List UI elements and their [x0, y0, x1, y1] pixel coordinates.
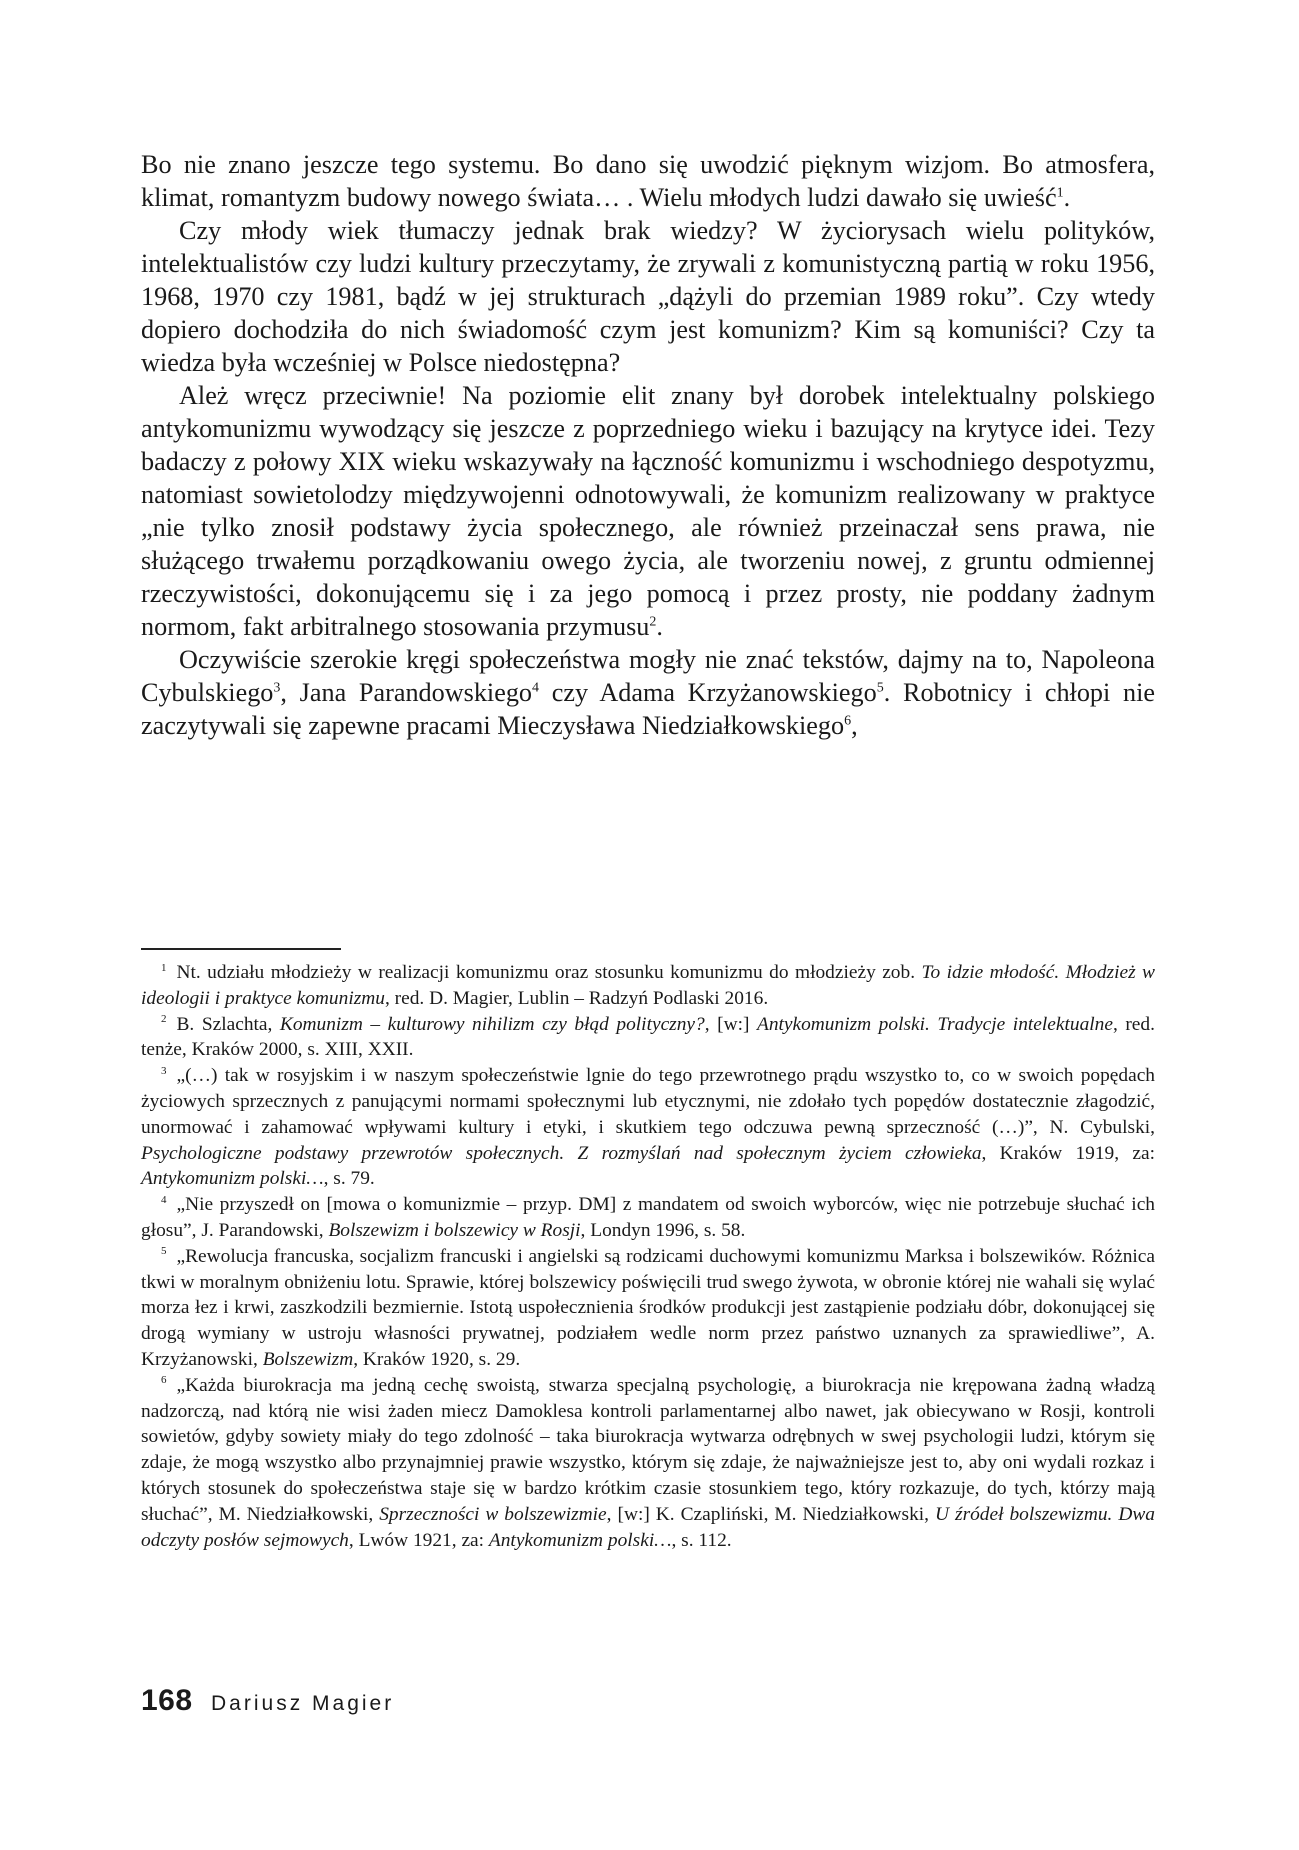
footnote-reference[interactable]: 1 [1056, 185, 1064, 201]
paragraph [141, 379, 1155, 643]
text-run: „(…) tak w rosyjskim i w naszym społeczeństwie lgnie do tego przewrotnego prądu wszystko to, co w swoich popędach życiowych sprzecznych z panującymi normami społecznymi lub etycznymi, nie zdołało tych popędów dostatecznie złagodzić, unormować i zahamować wpływami kultury i etyki, i skutkiem tego odczuwa pewną sprzeczność (…)”, N. Cybulski, [141, 1065, 1155, 1138]
footnote [141, 1244, 1155, 1373]
paragraph [141, 214, 1155, 379]
footnotes [141, 960, 1155, 1553]
text-run: , [w:] [704, 1013, 757, 1035]
text-run: . Robotnicy i chłopi nie zaczytywali się zapewne pracami Mieczysława Niedziałkowskiego [141, 678, 1155, 740]
footnote [141, 960, 1155, 1012]
footnote-number: 2 [161, 1013, 167, 1026]
text-run: , Kraków 1920, s. 29. [353, 1348, 521, 1370]
text-run: B. Szlachta, [176, 1013, 280, 1035]
paragraph [141, 148, 1155, 214]
footnote [141, 1373, 1155, 1554]
footnote-number: 5 [161, 1245, 167, 1258]
footnote-reference[interactable]: 3 [273, 680, 281, 696]
text-run: , Londyn 1996, s. 58. [580, 1219, 746, 1241]
text-run: Bo nie znano jeszcze tego systemu. Bo dano się uwodzić pięknym wizjom. Bo atmosfera, klimat, romantyzm budowy nowego świata… . Wielu młodych ludzi dawało się uwieść [141, 150, 1155, 212]
footnote-number: 3 [161, 1064, 167, 1077]
text-run: Czy młody wiek tłumaczy jednak brak wiedzy? W życiorysach wielu polityków, intelektualistów czy ludzi kultury przeczytamy, że zrywali z komunistyczną partią w roku 1956, 1968, 1970 czy 1981, bądź w jej strukturach „dążyli do przemian 1989 roku”. Czy wtedy dopiero dochodziła do nich świadomość czym jest komunizm? Kim są komuniści? Czy ta wiedza była wcześniej w Polsce niedostępna? [141, 216, 1155, 377]
text-run: , [w:] K. Czapliński, M. Niedziałkowski, [606, 1503, 936, 1525]
footnote-reference[interactable]: 6 [844, 713, 852, 729]
text-run: czy Adama Krzyżanowskiego [539, 678, 877, 707]
italic-title: Bolszewizm i bolszewicy w Rosji [328, 1219, 581, 1241]
text-run: „Każda biurokracja ma jedną cechę swoistą, stwarza specjalną psychologię, a biurokracja nie krępowana żadną władzą nadzorczą, nad którą nie wisi żaden miecz Damoklesa kontroli parlamentarnej albo nawet, jak obiecywano w Rosji, kontroli sowietów, gdyby sowiety miały do tego zdolność – taka biurokracja wytwarza odrębnych w swej psychologii ludzi, którym się zdaje, że mogą wszystko albo przynajmniej prawie wszystko, którym się zdaje, że najważniejsze jest to, aby oni wydali rozkaz i których stosunek do społeczeństwa staje się w bardzo krótkim czasie stosunkiem tego, który rozkazuje, do tych, którzy mają słuchać”, M. Niedziałkowski, [141, 1374, 1155, 1525]
italic-title: Antykomunizm polski… [141, 1168, 324, 1190]
italic-title: Psychologiczne podstawy przewrotów społecznych. Z rozmyślań nad społecznym życiem człowieka [141, 1142, 982, 1164]
text-run: Ależ wręcz przeciwnie! Na poziomie elit znany był dorobek intelektualny polskiego antykomunizmu wywodzący się jeszcze z poprzedniego wieku i bazujący na krytyce idei. Tezy badaczy z połowy XIX wieku wskazywały na łączność komunizmu i wschodniego despotyzmu, natomiast sowietolodzy międzywojenni odnotowywali, że komunizm realizowany w praktyce „nie tylko znosił podstawy życia społecznego, ale również przeinaczał sens prawa, nie służącego trwałemu porządkowaniu owego życia, ale tworzeniu nowej, z gruntu odmiennej rzeczywistości, dokonującemu się i za jego pomocą i przez prosty, nie poddany żadnym normom, fakt arbitralnego stosowania przymusu [141, 381, 1155, 641]
text-run: „Rewolucja francuska, socjalizm francuski i angielski są rodzicami duchowymi komunizmu Marksa i bolszewików. Różnica tkwi w moralnym obniżeniu lotu. Sprawie, której bolszewicy poświęcili trud swego żywota, w obronie której nie wahali się wylać morza łez i krwi, zaszkodzili bezmiernie. Istotą uspołecznienia środków produkcji jest zastąpienie podziału dóbr, dokonującej się drogą wymiany w ustroju własności prywatnej, podziałem wedle norm przez państwo uznanych za sprawiedliwe”, A. Krzyżanowski, [141, 1245, 1155, 1370]
italic-title: To idzie młodość. Młodzież w ideologii i praktyce komunizmu [141, 962, 1155, 1009]
footnote-reference[interactable]: 5 [876, 680, 884, 696]
text-run: , Kraków 1919, za: [981, 1142, 1155, 1164]
italic-title: Komunizm – kulturowy nihilizm czy błąd polityczny? [279, 1013, 705, 1035]
text-run: . [656, 612, 663, 641]
footnote [141, 1192, 1155, 1244]
italic-title: Antykomunizm polski… [488, 1529, 672, 1551]
text-run: , Jana Parandowskiego [280, 678, 533, 707]
text-run: , s. 79. [323, 1168, 375, 1190]
footnote-number: 1 [161, 961, 167, 974]
page-footer [141, 1684, 394, 1718]
italic-title: U źródeł bolszewizmu. Dwa odczyty posłów sejmowych [141, 1503, 1156, 1551]
italic-title: Sprzeczności w bolszewizmie [379, 1503, 607, 1525]
body-text [141, 148, 1155, 742]
text-run: , red. D. Magier, Lublin – Radzyń Podlaski 2016. [384, 987, 769, 1009]
footnote-separator [141, 948, 341, 950]
text-run: , Lwów 1921, za: [348, 1529, 489, 1551]
text-run: , red. tenże, Kraków 2000, s. XIII, XXII. [141, 1013, 1155, 1061]
footnote-reference[interactable]: 4 [532, 680, 540, 696]
page-number: 168 [141, 1684, 193, 1717]
italic-title: Bolszewizm [262, 1348, 354, 1370]
footnote-reference[interactable]: 2 [649, 614, 657, 630]
text-run: . [1063, 183, 1071, 212]
footnote [141, 1012, 1155, 1064]
footnote [141, 1063, 1155, 1192]
text-run: „Nie przyszedł on [mowa o komunizmie – przyp. DM] z mandatem od swoich wyborców, więc nie potrzebuje słuchać ich głosu”, J. Parandowski, [141, 1194, 1155, 1241]
italic-title: Antykomunizm polski. Tradycje intelektualne [756, 1013, 1113, 1035]
running-head-author: Dariusz Magier [211, 1692, 395, 1715]
footnote-number: 6 [161, 1374, 167, 1387]
text-run: , s. 112. [671, 1529, 732, 1551]
paragraph [141, 643, 1155, 742]
text-run: Oczywiście szerokie kręgi społeczeństwa mogły nie znać tekstów, dajmy na to, Napoleona Cybulskiego [141, 645, 1155, 707]
text-run: , [851, 711, 858, 740]
text-run: Nt. udziału młodzieży w realizacji komunizmu oraz stosunku komunizmu do młodzieży zob. [176, 962, 922, 983]
footnote-number: 4 [161, 1193, 167, 1206]
